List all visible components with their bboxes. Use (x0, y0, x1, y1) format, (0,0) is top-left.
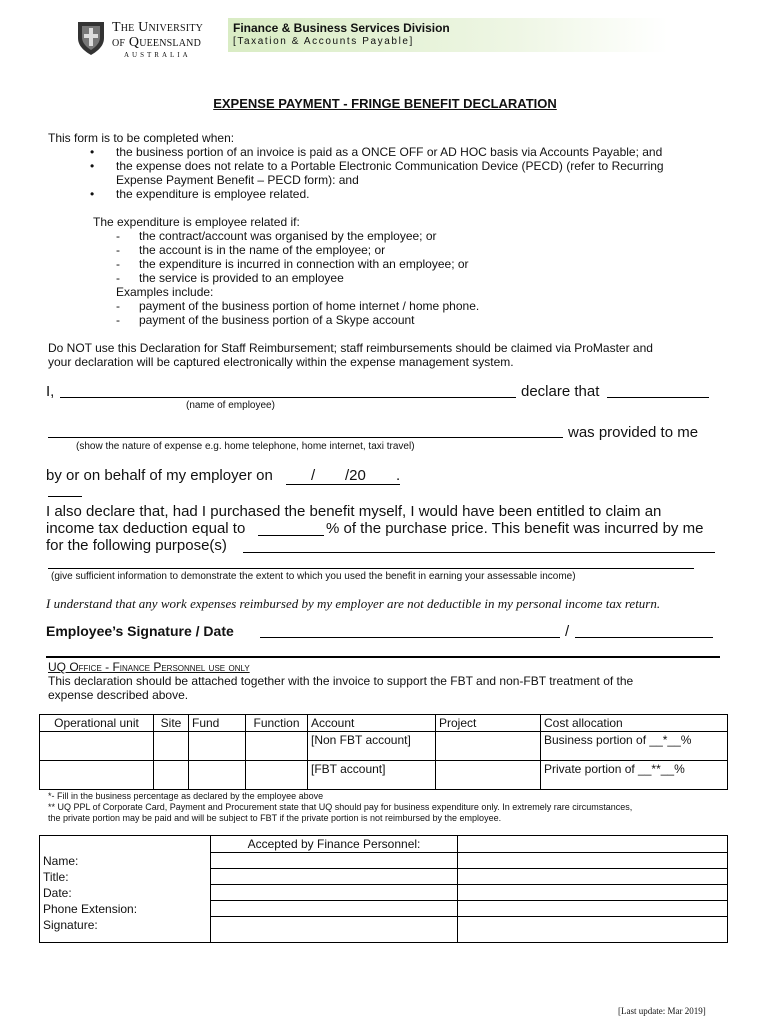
acceptance-table (39, 835, 728, 943)
header-account: Account (308, 715, 436, 732)
date-cell-2[interactable] (458, 885, 728, 901)
intro-text: This form is to be completed when: (48, 131, 235, 145)
allocation-table (39, 714, 728, 790)
office-line1: This declaration should be attached together with the invoice to support the FBT and non-FBT treatment of the (48, 674, 634, 688)
footnote: *- Fill in the business percentage as declared by the employee above (48, 791, 324, 801)
fbt-account-cell[interactable]: [FBT account] (308, 761, 436, 790)
table-row (40, 901, 728, 917)
table-row (40, 836, 728, 853)
was-provided: was provided to me (568, 424, 699, 441)
list-item: Expense Payment Benefit – PECD form): and (116, 173, 359, 187)
related-heading: The expenditure is employee related if: (93, 215, 300, 229)
table-cell[interactable] (189, 732, 246, 761)
table-cell[interactable] (189, 761, 246, 790)
table-cell[interactable] (246, 732, 308, 761)
signature-label: Employee’s Signature / Date (46, 623, 234, 639)
date-slash: / (311, 467, 316, 484)
non-fbt-account-cell[interactable]: [Non FBT account] (308, 732, 436, 761)
list-item: • the business portion of an invoice is paid as a ONCE OFF or AD HOC basis via Accounts Payable; and (90, 145, 663, 159)
bullet-list (90, 145, 730, 201)
signature-cell[interactable] (211, 917, 458, 943)
list-item: • the expenditure is employee related. (90, 187, 310, 201)
table-cell[interactable] (436, 732, 541, 761)
declare-i: I, (46, 383, 55, 400)
examples-heading: Examples include: (116, 285, 214, 299)
signature-date-field[interactable] (575, 637, 713, 638)
title-cell[interactable] (211, 869, 458, 885)
date-cell[interactable] (211, 885, 458, 901)
page-title: EXPENSE PAYMENT - FRINGE BENEFIT DECLARATION (213, 96, 557, 111)
office-line2: expense described above. (48, 688, 189, 702)
phone-cell-2[interactable] (458, 901, 728, 917)
footnotes (48, 791, 728, 824)
table-row (40, 761, 728, 790)
accepted-heading: Accepted by Finance Personnel: (211, 836, 458, 853)
division-sub: [Taxation & Accounts Payable] (233, 36, 414, 47)
related-list (116, 229, 716, 327)
nature-hint: (show the nature of expense e.g. home telephone, home internet, taxi travel) (76, 441, 415, 452)
list-item: - the expenditure is incurred in connection with an employee; or (116, 257, 469, 271)
table-cell[interactable] (436, 761, 541, 790)
list-item: - the service is provided to an employee (116, 271, 344, 285)
table-row (40, 885, 728, 901)
business-portion-cell[interactable]: Business portion of __*__% (541, 732, 728, 761)
purpose-hint: (give sufficient information to demonstrate the extent to which you used the benefit in earning your assessable income) (51, 571, 576, 582)
declare-that-field[interactable] (607, 397, 709, 398)
purpose-field-2[interactable] (48, 568, 694, 569)
logo-line1: The University (112, 20, 204, 35)
list-item: • the expense does not relate to a Portable Electronic Communication Device (PECD) (refer to Recurring (90, 159, 664, 173)
label-date: Date: (40, 885, 211, 901)
table-cell[interactable] (40, 732, 154, 761)
table-row (40, 715, 728, 732)
short-line (48, 496, 82, 497)
percent-field[interactable] (258, 535, 324, 536)
list-item: - the contract/account was organised by the employee; or (116, 229, 437, 243)
list-item: - payment of the business portion of a Skype account (116, 313, 415, 327)
section-divider (46, 656, 720, 658)
table-cell (40, 836, 211, 853)
signature-field[interactable] (260, 637, 560, 638)
declare-that: declare that (521, 383, 600, 400)
signature-slash: / (565, 623, 570, 640)
logo-line2: of Queensland (112, 35, 201, 50)
name-hint: (name of employee) (186, 400, 275, 411)
signature-cell-2[interactable] (458, 917, 728, 943)
label-phone-extension: Phone Extension: (40, 901, 211, 917)
label-title: Title: (40, 869, 211, 885)
table-cell[interactable] (154, 761, 189, 790)
table-row (40, 732, 728, 761)
footnote: the private portion may be paid and will be subject to FBT if the private portion is not reimbursed by the employee. (48, 813, 502, 823)
division-name: Finance & Business Services Division (233, 21, 450, 35)
table-row (40, 917, 728, 943)
also-line1: I also declare that, had I purchased the benefit myself, I would have been entitled to claim an (46, 503, 662, 520)
header-project: Project (436, 715, 541, 732)
header-cost-allocation: Cost allocation (541, 715, 728, 732)
employee-name-field[interactable] (60, 397, 516, 398)
footnote: ** UQ PPL of Corporate Card, Payment and Procurement state that UQ should pay for business expenditure only. In extremely rare circumstances, (48, 802, 633, 812)
list-item: - the account is in the name of the employee; or (116, 243, 386, 257)
table-cell (458, 836, 728, 853)
also-line2a: income tax deduction equal to (46, 520, 246, 537)
division-banner (228, 18, 668, 52)
crest-icon (76, 20, 106, 56)
private-portion-cell[interactable]: Private portion of __**__% (541, 761, 728, 790)
name-cell[interactable] (211, 853, 458, 869)
purpose-field[interactable] (243, 552, 715, 553)
table-row (40, 869, 728, 885)
also-line2b: % of the purchase price. This benefit was incurred by me (326, 520, 704, 537)
office-heading: UQ Office - Finance Personnel use only (48, 660, 250, 674)
label-name: Name: (40, 853, 211, 869)
phone-cell[interactable] (211, 901, 458, 917)
name-cell-2[interactable] (458, 853, 728, 869)
understand-statement: I understand that any work expenses reimbursed by my employer are not deductible in my personal income tax return. (46, 596, 661, 611)
table-cell[interactable] (246, 761, 308, 790)
header-function: Function (246, 715, 308, 732)
date-end: . (396, 467, 401, 484)
label-signature: Signature: (40, 917, 211, 943)
uq-logo (76, 18, 216, 60)
date-field[interactable] (286, 467, 400, 485)
expense-nature-field[interactable] (48, 437, 563, 438)
logo-line3: AUSTRALIA (124, 51, 191, 59)
table-cell[interactable] (154, 732, 189, 761)
last-update: [Last update: Mar 2019] (618, 1006, 706, 1016)
also-line3: for the following purpose(s) (46, 537, 227, 554)
header-operational-unit: Operational unit (40, 715, 154, 732)
notice-line1: Do NOT use this Declaration for Staff Reimbursement; staff reimbursements should be claimed via ProMaster and (48, 341, 653, 355)
date-year: /20 (345, 467, 366, 484)
header-site: Site (154, 715, 189, 732)
table-row (40, 853, 728, 869)
header-fund: Fund (189, 715, 246, 732)
title-cell-2[interactable] (458, 869, 728, 885)
notice-line2: your declaration will be captured electronically within the expense management system. (48, 355, 514, 369)
on-behalf: by or on behalf of my employer on (46, 467, 273, 484)
list-item: - payment of the business portion of home internet / home phone. (116, 299, 480, 313)
table-cell[interactable] (40, 761, 154, 790)
